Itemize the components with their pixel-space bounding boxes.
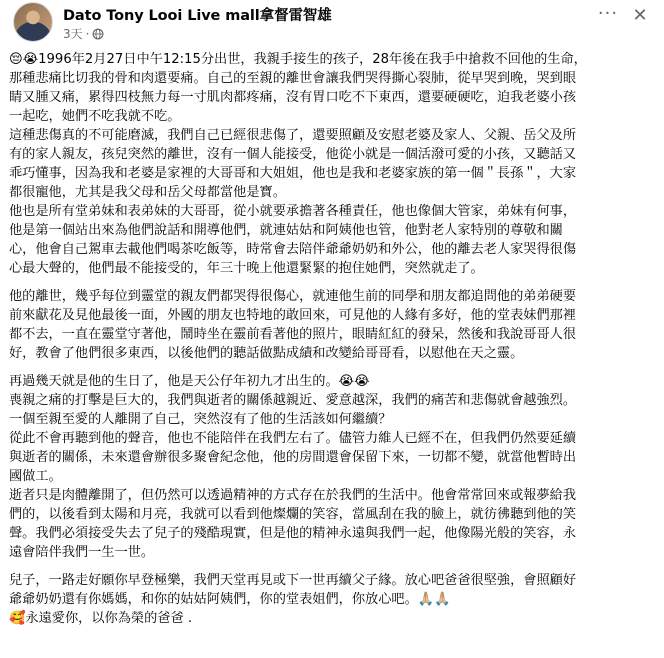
close-icon[interactable]: ✕ xyxy=(632,5,648,26)
text-line: 逝者只是肉體離開了，但仍然可以透過精神的方式存在於我們的生活中。他會常常回來或報夢給我 xyxy=(9,488,577,503)
text-line: 都很寵他，尤其是我父母和岳父母都當他是寶。 xyxy=(9,185,286,200)
text-line: 一個至親至愛的人離開了自己，突然沒有了他的生活該如何繼續？ xyxy=(9,412,392,427)
text-line: 喪親之痛的打擊是巨大的，我們與逝者的關係越親近、愛意越深，我們的痛苦和悲傷就會越強烈。 xyxy=(9,393,577,408)
text-line: 們的，以後看到太陽和月亮，我就可以看到他燦爛的笑容，當風刮在我的臉上，就彷彿聽到他的笑 xyxy=(9,507,577,522)
text-line: 兒子，一路走好願你早登極樂，我們天堂再見或下一世再續父子緣。放心吧爸爸很堅強，會照顧好 xyxy=(9,573,577,588)
post-body xyxy=(9,50,655,637)
text-line: 與逝者的關係，未來還會辦很多聚會紀念他，他的房間還會保留下來，一切都不變，就當他暫時出 xyxy=(9,450,577,465)
text-line: 聲。我們必須接受失去了兒子的殘酷現實，但是他的精神永遠與我們一起，他像陽光般的笑容，永 xyxy=(9,526,577,541)
globe-icon xyxy=(92,28,104,40)
text-line: 🥰永遠愛你，以你為榮的爸爸 . xyxy=(9,611,193,626)
text-line: 那種悲痛比切我的骨和肉還要痛。自己的至親的離世會讓我們哭得撕心裂肺，從早哭到晚，哭到眼 xyxy=(9,71,577,86)
text-line: 一起吃，她們不吃我就不吃。 xyxy=(9,109,181,124)
text-line: 都不去，一直在靈堂守著他，鬧時坐在靈前看著他的照片，眼睛紅紅的發呆，然後和我說哥哥人很 xyxy=(9,327,577,342)
text-line: 😔😭1996年2月27日中午12:15分出世，我親手接生的孩子，28年後在我手中搶救不回他的生命， xyxy=(9,52,587,67)
post-meta xyxy=(63,25,104,42)
text-line: 再過幾天就是他的生日了，他是天公仔年初九才出生的。😭😭 xyxy=(9,374,370,389)
text-line: 從此不會再聽到他的聲音，他也不能陪伴在我們左右了。儘管力維人已經不在，但我們仍然要延續 xyxy=(9,431,577,446)
paragraph-1 xyxy=(9,50,655,278)
text-line: 遠會陪伴我們一生一世。 xyxy=(9,545,155,560)
text-line: 前來獻花及見他最後一面，外國的朋友也特地的敢回來，可見他的人緣有多好，他的堂表妹們那裡 xyxy=(9,308,577,323)
paragraph-4 xyxy=(9,571,655,628)
text-line: 這種悲傷真的不可能磨滅，我們自己已經很悲傷了，還要照顧及安慰老婆及家人、父親、岳父及所 xyxy=(9,128,577,143)
text-line: 有的家人親友，孩兒突然的離世，沒有一個人能接受，他從小就是一個活潑可愛的小孩，又聽話又 xyxy=(9,147,577,162)
text-line: 心最大聲的，他們最不能接受的，年三十晚上他還緊緊的抱住她們，突然就走了。 xyxy=(9,261,484,276)
text-line: 國做工。 xyxy=(9,469,62,484)
text-line: 睛又腫又痛，累得四枝無力每一寸肌肉都疼痛，沒有胃口吃不下東西，還要硬硬吃，迫我老婆小孩 xyxy=(9,90,577,105)
separator-dot: · xyxy=(85,26,90,41)
text-line: 爺爺奶奶還有你媽媽，和你的姑姑阿姨們，你的堂表姐們，你放心吧。🙏🏼🙏🏼 xyxy=(9,592,451,607)
text-line: 他是第一個站出來為他們說話和開導他們，就連姑姑和阿姨他也管，他對老人家特別的尊敬和關 xyxy=(9,223,563,238)
paragraph-3 xyxy=(9,372,655,562)
text-line: 好，教會了他們很多東西，以後他們的聽話做點成績和改變給哥哥看，以慰他在天之靈。 xyxy=(9,346,524,361)
more-options-icon[interactable]: ··· xyxy=(597,3,619,24)
avatar[interactable] xyxy=(13,2,53,42)
paragraph-2 xyxy=(9,287,655,363)
text-line: 他的離世，幾乎每位到靈堂的親友們都哭得很傷心，就連他生前的同學和朋友都追問他的弟弟硬要 xyxy=(9,289,577,304)
post-header xyxy=(9,0,656,48)
text-line: 心，他會自己駕車去載他們喝茶吃飯等，時常會去陪伴爺爺奶奶和外公，他的離去老人家哭得很傷 xyxy=(9,242,577,257)
text-line: 他也是所有堂弟妹和表弟妹的大哥哥，從小就要承擔著各種責任，他也像個大管家，弟妹有何事， xyxy=(9,204,577,219)
post-time[interactable]: 3天 xyxy=(63,27,83,41)
text-line: 乖巧懂事，因為我和老婆是家裡的大哥哥和大姐姐，他也是我和老婆家族的第一個＂長孫＂，大家 xyxy=(9,166,577,181)
page-name[interactable]: Dato Tony Looi Live mall拿督雷智雄 xyxy=(63,8,332,24)
